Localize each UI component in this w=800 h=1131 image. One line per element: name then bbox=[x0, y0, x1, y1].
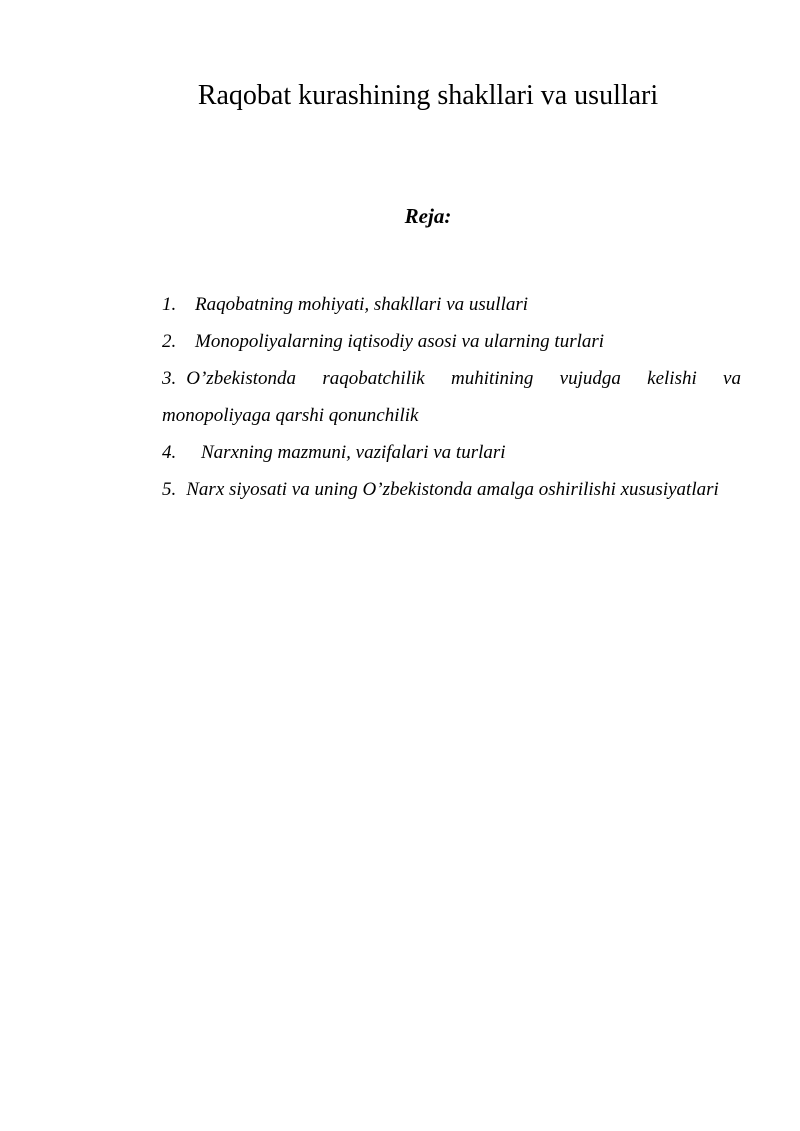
plan-item-number: 3. bbox=[162, 368, 177, 389]
plan-item-5 bbox=[162, 471, 741, 508]
plan-item-4 bbox=[162, 434, 741, 471]
plan-item-text: Narx siyosati va uning O’zbekistonda amalga oshirilishi xususiyatlari bbox=[186, 479, 719, 500]
plan-item-number: 2. bbox=[162, 331, 177, 352]
plan-list bbox=[162, 286, 741, 508]
document-title: Raqobat kurashining shakllari va usullari bbox=[197, 80, 659, 111]
plan-item-3 bbox=[162, 360, 741, 434]
plan-item-number: 5. bbox=[162, 479, 177, 500]
plan-item-1 bbox=[162, 286, 741, 323]
plan-heading: Reja: bbox=[404, 204, 452, 228]
plan-item-text: Narxning mazmuni, vazifalari va turlari bbox=[201, 442, 506, 463]
plan-item-text: Monopoliyalarning iqtisodiy asosi va ularning turlari bbox=[195, 331, 605, 352]
plan-item-text: Raqobatning mohiyati, shakllari va usullari bbox=[195, 294, 529, 315]
plan-item-number: 4. bbox=[162, 442, 177, 463]
plan-item-2 bbox=[162, 323, 741, 360]
plan-item-text: O’zbekistonda raqobatchilik muhitining vujudga kelishi va monopoliyaga qarshi qonunchilik bbox=[162, 368, 741, 426]
plan-item-number: 1. bbox=[162, 294, 177, 315]
